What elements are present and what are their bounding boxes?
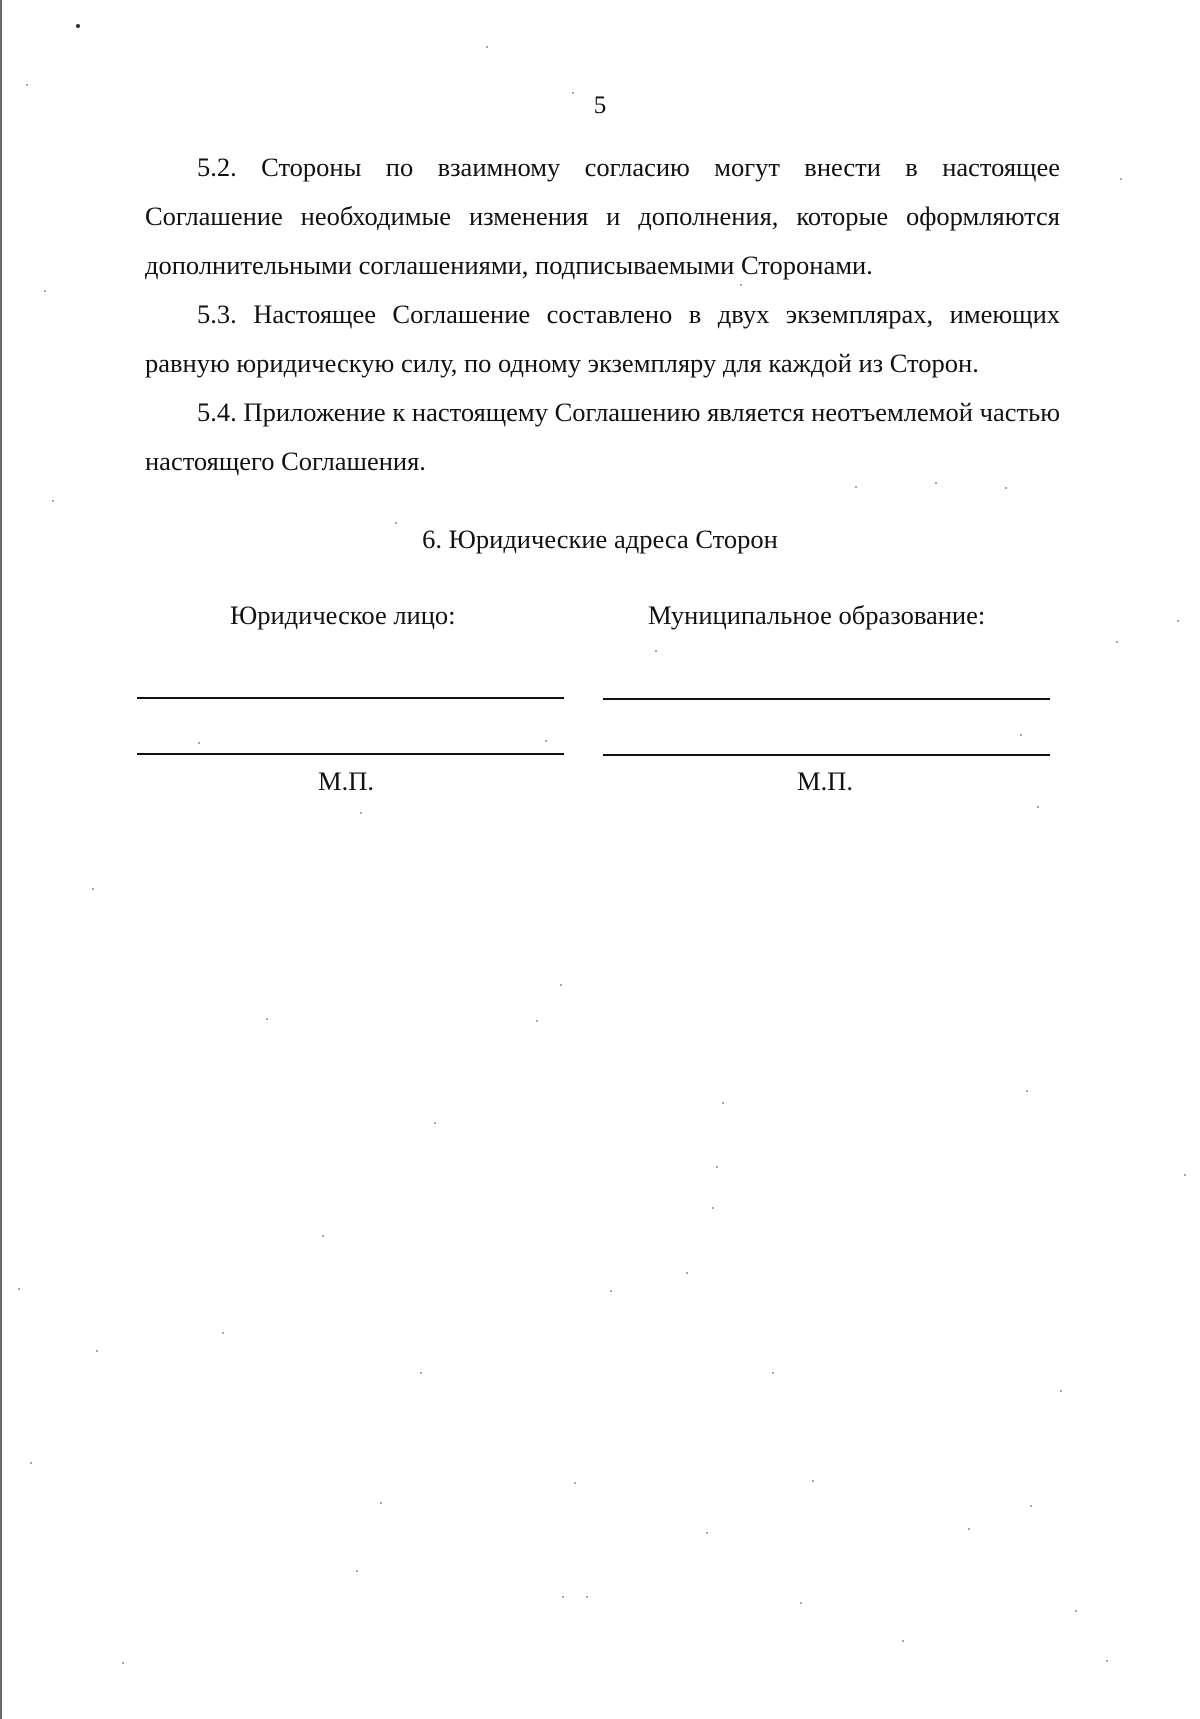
- agreement-clauses: [145, 143, 1060, 486]
- party-left-label: Юридическое лицо:: [230, 600, 456, 630]
- clause-5-4: 5.4. Приложение к настоящему Соглашению является неотъемлемой частью настоящего Соглашения.: [145, 397, 1060, 476]
- left-seal-mark: М.П.: [318, 766, 374, 796]
- clause-5-3: 5.3. Настоящее Соглашение составлено в двух экземплярах, имеющих равную юридическую силу, по одному экземпляру для каждой из Сторон.: [145, 299, 1060, 378]
- right-seal-mark: М.П.: [797, 766, 853, 796]
- party-right-label: Муниципальное образование:: [648, 600, 986, 630]
- right-signature-line-2: [603, 754, 1050, 756]
- section-title: 6. Юридические адреса Сторон: [422, 524, 778, 554]
- left-signature-line-1: [137, 697, 564, 699]
- scan-edge: [0, 0, 2, 1719]
- page-number: 5: [593, 92, 607, 119]
- right-signature-line-1: [603, 698, 1050, 700]
- clause-5-2: 5.2. Стороны по взаимному согласию могут внести в настоящее Соглашение необходимые изменения и дополнения, которые оформляются дополнительными соглашениями, подписываемыми Сторонами.: [145, 152, 1060, 280]
- left-signature-line-2: [137, 753, 564, 755]
